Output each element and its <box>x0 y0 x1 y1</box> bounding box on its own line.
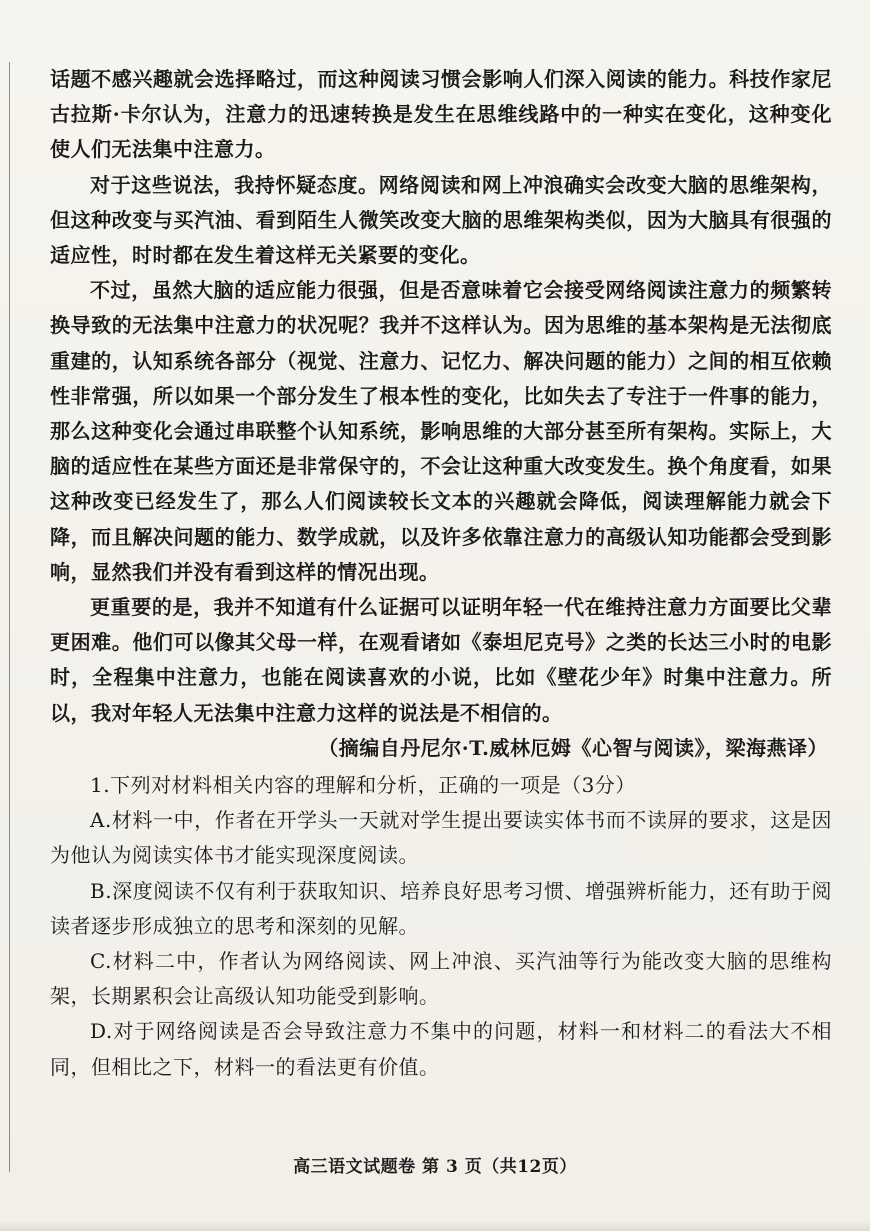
footer-total-pages: 12 <box>517 1157 542 1177</box>
paragraph-continued: 话题不感兴趣就会选择略过，而这种阅读习惯会影响人们深入阅读的能力。科技作家尼古拉斯·卡尔认为，注意力的迅速转换是发生在思维线路中的一种实在变化，这种变化使人们无法集中注意力。 <box>50 67 832 162</box>
option-d: D.对于网络阅读是否会导致注意力不集中的问题，材料一和材料二的看法大不相同，但相比之下，材料一的看法更有价值。 <box>50 1019 832 1079</box>
source-citation: （摘编自丹尼尔·T.威林厄姆《心智与阅读》，梁海燕译） <box>318 735 828 760</box>
page-bottom-shadow <box>0 1221 870 1231</box>
binding-margin-line <box>9 62 10 1172</box>
option-c: C.材料二中，作者认为网络阅读、网上冲浪、买汽油等行为能改变大脑的思维构架，长期累积会让高级认知功能受到影响。 <box>50 949 832 1009</box>
footer-suffix: 页） <box>541 1157 577 1177</box>
paragraph-evidence: 更重要的是，我并不知道有什么证据可以证明年轻一代在维持注意力方面要比父辈更困难。他们可以像其父母一样，在观看诸如《泰坦尼克号》之类的长达三小时的电影时，全程集中注意力，也能在阅读喜欢的小说，比如《壁花少年》时集中注意力。所以，我对年轻人无法集中注意力这样的说法是不相信的。 <box>50 595 832 725</box>
paragraph-doubt: 对于这些说法，我持怀疑态度。网络阅读和网上冲浪确实会改变大脑的思维架构，但这种改变与买汽油、看到陌生人微笑改变大脑的思维架构类似，因为大脑具有很强的适应性，时时都在发生着这样无关紧要的变化。 <box>50 172 832 268</box>
footer-mid: 页（共 <box>464 1157 518 1177</box>
question-stem: 1.下列对材料相关内容的理解和分析，正确的一项是（3分） <box>90 773 636 798</box>
paragraph-cognition: 不过，虽然大脑的适应能力很强，但是否意味着它会接受网络阅读注意力的频繁转换导致的无法集中注意力的状况呢？我并不这样认为。因为思维的基本架构是无法彻底重建的，认知系统各部分（视觉、注意力、记忆力、解决问题的能力）之间的相互依赖性非常强，所以如果一个部分发生了根本性的变化，比如失去了专注于一件事的能力，那么这种变化会通过串联整个认知系统，影响思维的大部分甚至所有架构。实际上，大脑的适应性在某些方面还是非常保守的，不会让这种重大改变发生。换个角度看，如果这种改变已经发生了，那么人们阅读较长文本的兴趣就会降低，阅读理解能力就会下降，而且解决问题的能力、数学成就，以及许多依靠注意力的高级认知功能都会受到影响，显然我们并没有看到这样的情况出现。 <box>50 278 832 584</box>
option-b: B.深度阅读不仅有利于获取知识、培养良好思考习惯、增强辨析能力，还有助于阅读者逐步形成独立的思考和深刻的见解。 <box>50 878 832 938</box>
footer-prefix: 高三语文试题卷 第 <box>293 1157 440 1177</box>
page-content <box>50 62 832 1085</box>
footer-page-number: 3 <box>445 1157 459 1177</box>
page-footer <box>0 1152 870 1177</box>
option-a: A.材料一中，作者在开学头一天就对学生提出要读实体书而不读屏的要求，这是因为他认为阅读实体书才能实现深度阅读。 <box>50 808 832 868</box>
